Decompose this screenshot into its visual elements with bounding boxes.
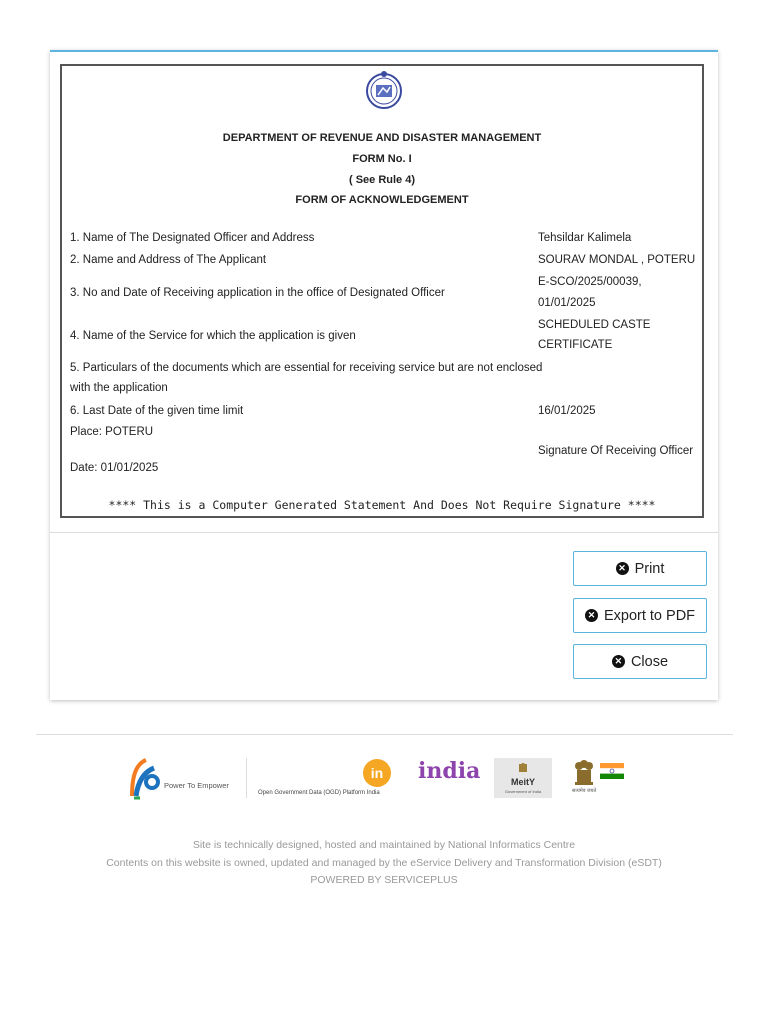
form-title: FORM OF ACKNOWLEDGEMENT — [295, 194, 469, 206]
row-value-service-name-line1: SCHEDULED CASTE — [538, 319, 651, 331]
row-value-application-number: E-SCO/2025/00039, — [538, 276, 642, 288]
digital-india-logo[interactable] — [126, 756, 246, 800]
row-label-documents-line2: with the application — [70, 382, 168, 394]
ogd-icon — [362, 758, 392, 788]
row-label-designated-officer: 1. Name of The Designated Officer and Address — [70, 232, 315, 244]
indian-flag-icon — [600, 763, 624, 779]
acknowledgement-certificate — [60, 64, 704, 518]
row-value-service-name-line2: CERTIFICATE — [538, 339, 613, 351]
print-button[interactable] — [573, 551, 707, 586]
national-emblem-logo[interactable] — [572, 758, 628, 798]
footer-powered-by: POWERED BY SERVICEPLUS — [310, 874, 458, 886]
row-value-designated-officer: Tehsildar Kalimela — [538, 232, 632, 244]
footer-nic-credit: Site is technically designed, hosted and maintained by National Informatics Centre — [192, 839, 576, 851]
row-value-applicant: SOURAV MONDAL , POTERU — [538, 254, 696, 266]
date: Date: 01/01/2025 — [70, 462, 159, 474]
footer-content-owner: Contents on this website is owned, updated and managed by the eService Delivery and Transformation Division (eSDT) — [106, 857, 662, 869]
form-number: FORM No. I — [352, 153, 412, 165]
ogd-caption: Open Government Data (OGD) Platform India — [258, 790, 380, 796]
odisha-emblem-icon — [363, 68, 405, 110]
export-pdf-button-label: Export to PDF — [603, 607, 696, 624]
row-value-last-date: 16/01/2025 — [538, 405, 596, 417]
print-button-label: Print — [634, 560, 665, 577]
digital-india-icon — [126, 756, 162, 800]
india-portal-text: india — [418, 758, 481, 784]
acknowledgement-panel — [50, 50, 718, 700]
india-portal-logo[interactable] — [416, 758, 481, 788]
panel-divider — [50, 532, 718, 533]
place: Place: POTERU — [70, 426, 154, 438]
department-heading: DEPARTMENT OF REVENUE AND DISASTER MANAGEMENT — [222, 132, 542, 144]
close-button[interactable] — [573, 644, 707, 679]
logo-divider — [246, 758, 247, 798]
svg-text:in: in — [370, 765, 384, 781]
row-label-last-date: 6. Last Date of the given time limit — [70, 405, 244, 417]
row-value-application-date: 01/01/2025 — [538, 297, 596, 309]
row-label-application-number: 3. No and Date of Receiving application in the office of Designated Officer — [70, 287, 445, 299]
national-emblem-icon — [572, 758, 596, 788]
signature-label: Signature Of Receiving Officer — [538, 445, 694, 457]
emblem-icon — [516, 762, 530, 774]
emblem-caption: सत्यमेव जयते — [572, 788, 597, 794]
export-pdf-button[interactable] — [573, 598, 707, 633]
computer-generated-note: **** This is a Computer Generated Statement And Does Not Require Signature **** — [108, 498, 656, 512]
ogd-platform-logo[interactable] — [256, 758, 396, 800]
close-button-label: Close — [630, 653, 669, 670]
rule-reference: ( See Rule 4) — [348, 174, 416, 186]
meity-logo[interactable] — [494, 758, 552, 798]
close-circle-icon: ✕ — [585, 609, 598, 622]
footer-separator — [36, 734, 733, 735]
row-label-documents-line1: 5. Particulars of the documents which are essential for receiving service but are not enclosed — [70, 362, 543, 374]
meity-subtext: Government of India — [504, 789, 542, 794]
close-circle-icon: ✕ — [612, 655, 625, 668]
close-circle-icon: ✕ — [616, 562, 629, 575]
row-label-applicant: 2. Name and Address of The Applicant — [70, 254, 267, 266]
row-label-service-name: 4. Name of the Service for which the application is given — [70, 330, 356, 342]
meity-text: MeitY — [510, 777, 535, 787]
digital-india-tagline: Power To Empower — [164, 781, 229, 790]
